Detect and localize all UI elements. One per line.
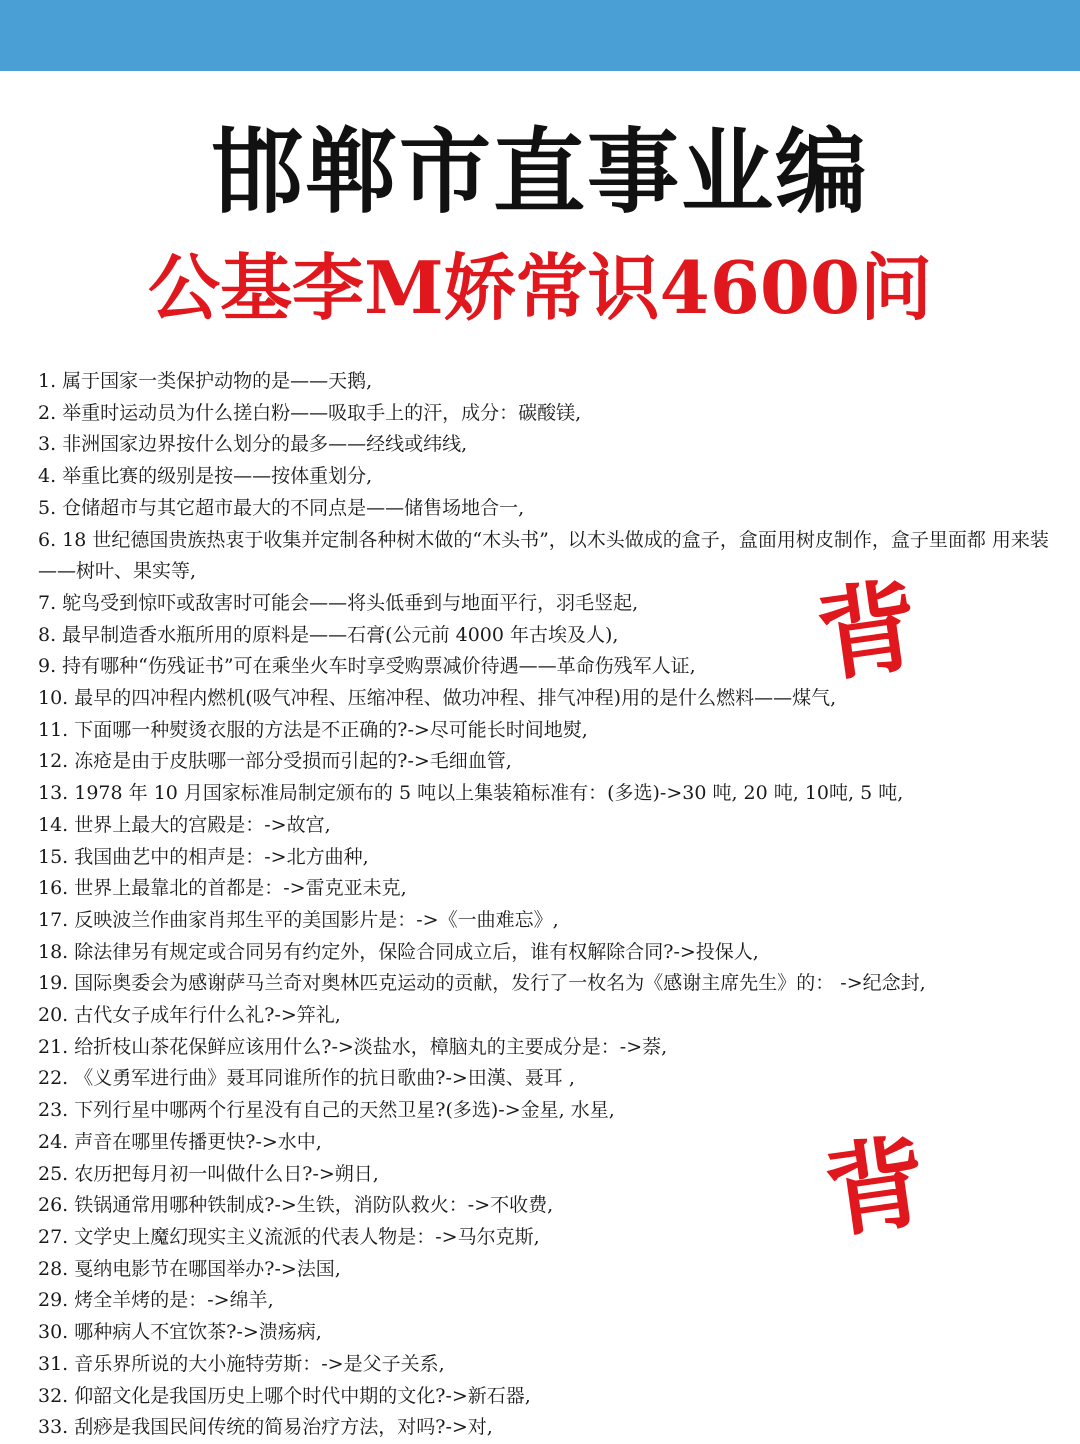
list-item: 3. 非洲国家边界按什么划分的最多——经线或纬线, bbox=[38, 433, 468, 456]
list-item: 10. 最早的四冲程内燃机(吸气冲程、压缩冲程、做功冲程、排气冲程)用的是什么燃料——煤气, bbox=[38, 687, 837, 710]
memorize-stamp: 背 bbox=[810, 566, 926, 697]
list-item: 19. 国际奥委会为感谢萨马兰奇对奥林匹克运动的贡献，发行了一枚名为《感谢主席先生》的： ->纪念封, bbox=[38, 972, 926, 995]
list-item: 8. 最早制造香水瓶所用的原料是——石膏(公元前 4000 年古埃及人), bbox=[38, 623, 619, 646]
list-item: 7. 鸵鸟受到惊吓或敌害时可能会——将头低垂到与地面平行，羽毛竖起, bbox=[38, 591, 639, 614]
top-color-band bbox=[0, 0, 1080, 71]
list-item: 12. 冻疮是由于皮肤哪一部分受损而引起的?->毛细血管, bbox=[38, 750, 512, 773]
page-title: 邯郸市直事业编 bbox=[210, 119, 869, 226]
list-item: 11. 下面哪一种熨烫衣服的方法是不正确的?->尽可能长时间地熨, bbox=[38, 718, 588, 741]
list-item: 6. 18 世纪德国贵族热衷于收集并定制各种树木做的“木头书”，以木头做成的盒子，盒面用树皮制作，盒子里面都 用来装——树叶、果实等, bbox=[38, 528, 1049, 583]
list-item: 31. 音乐界所说的大小施特劳斯：->是父子关系, bbox=[38, 1352, 445, 1375]
list-item: 22. 《义勇军进行曲》聂耳同谁所作的抗日歌曲?->田漢、聂耳 , bbox=[38, 1067, 575, 1090]
list-item: 27. 文学史上魔幻现实主义流派的代表人物是：->马尔克斯, bbox=[38, 1225, 540, 1248]
list-item: 30. 哪种病人不宜饮茶?->溃疡病, bbox=[38, 1321, 322, 1344]
list-item: 4. 举重比赛的级别是按——按体重划分, bbox=[38, 465, 373, 488]
list-item: 18. 除法律另有规定或合同另有约定外，保险合同成立后，谁有权解除合同?->投保人, bbox=[38, 940, 759, 963]
list-item: 29. 烤全羊烤的是：->绵羊, bbox=[38, 1289, 274, 1312]
list-item: 17. 反映波兰作曲家肖邦生平的美国影片是：->《一曲难忘》, bbox=[38, 908, 559, 931]
list-item: 33. 刮痧是我国民间传统的简易治疗方法，对吗?->对, bbox=[38, 1416, 493, 1439]
list-item: 25. 农历把每月初一叫做什么日?->朔日, bbox=[38, 1162, 379, 1185]
list-item: 23. 下列行星中哪两个行星没有自己的天然卫星?(多选)->金星, 水星, bbox=[38, 1099, 615, 1122]
list-item: 28. 戛纳电影节在哪国举办?->法国, bbox=[38, 1257, 341, 1280]
list-item: 13. 1978 年 10 月国家标准局制定颁布的 5 吨以上集装箱标准有：(多选)->30 吨, 20 吨, 10吨, 5 吨, bbox=[38, 782, 904, 805]
list-item: 16. 世界上最靠北的首都是：->雷克亚未克, bbox=[38, 877, 407, 900]
list-item: 15. 我国曲艺中的相声是：->北方曲种, bbox=[38, 845, 369, 868]
list-item: 26. 铁锅通常用哪种铁制成?->生铁，消防队救火：->不收费, bbox=[38, 1194, 554, 1217]
list-item: 21. 给折枝山茶花保鲜应该用什么?->淡盐水，樟脑丸的主要成分是：->萘, bbox=[38, 1035, 668, 1058]
qa-list bbox=[38, 366, 1058, 1444]
list-item: 9. 持有哪种“伤残证书”可在乘坐火车时享受购票减价待遇——革命伤残军人证, bbox=[38, 655, 696, 678]
list-item: 1. 属于国家一类保护动物的是——天鹅, bbox=[38, 370, 373, 392]
list-item: 24. 声音在哪里传播更快?->水中, bbox=[38, 1130, 322, 1153]
list-item: 14. 世界上最大的宫殿是：->故宫, bbox=[38, 813, 331, 836]
list-item: 2. 举重时运动员为什么搓白粉——吸取手上的汗，成分：碳酸镁, bbox=[38, 401, 582, 424]
memorize-stamp: 背 bbox=[818, 1122, 934, 1253]
list-item: 20. 古代女子成年行什么礼?->笄礼, bbox=[38, 1004, 341, 1027]
list-item: 32. 仰韶文化是我国历史上哪个时代中期的文化?->新石器, bbox=[38, 1384, 531, 1407]
list-item: 5. 仓储超市与其它超市最大的不同点是——储售场地合一, bbox=[38, 496, 525, 519]
page-subtitle: 公基李M娇常识4600问 bbox=[147, 245, 933, 330]
